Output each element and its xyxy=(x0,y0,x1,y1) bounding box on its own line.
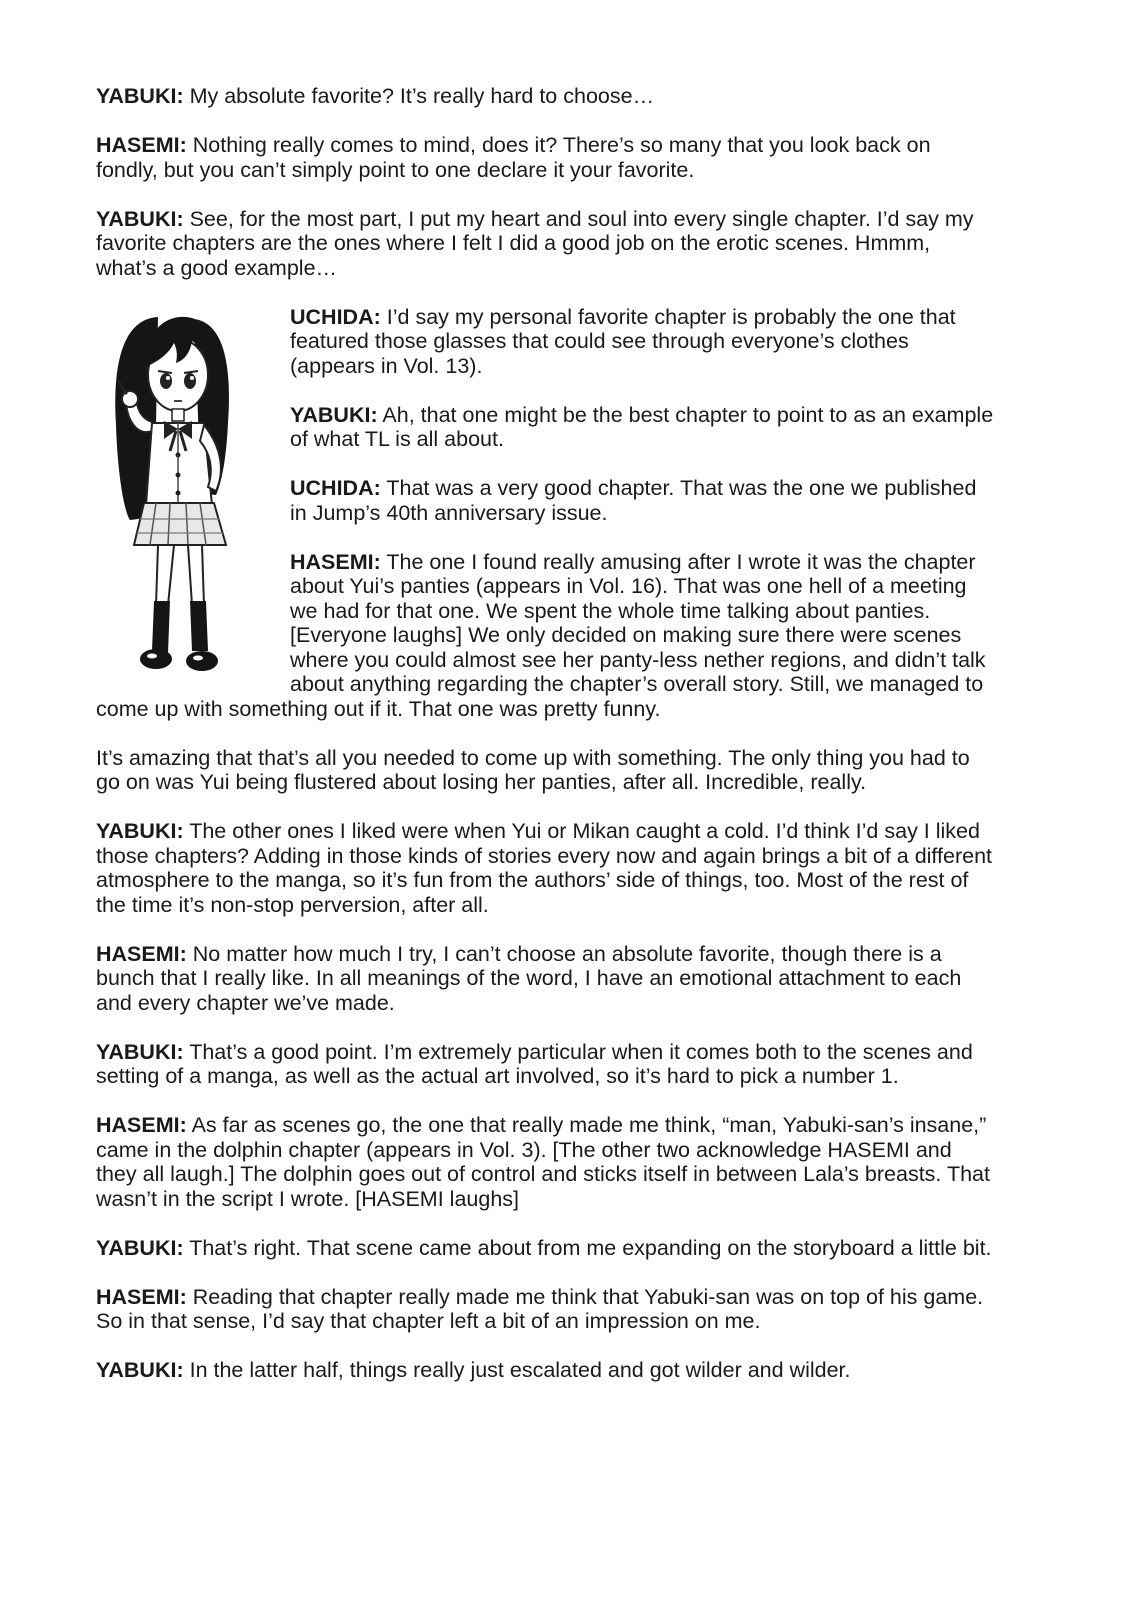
speaker-name: YABUKI: xyxy=(96,1039,184,1064)
character-illustration xyxy=(96,305,276,687)
dialogue-text: Nothing really comes to mind, does it? There’s so many that you look back on fondly, but you can’t simply point to one declare it your favorite. xyxy=(96,133,931,182)
speaker-name: HASEMI: xyxy=(290,549,381,574)
dialogue-text: In the latter half, things really just escalated and got wilder and wilder. xyxy=(189,1358,851,1382)
speaker-name: YABUKI: xyxy=(96,84,184,108)
dialogue-text: No matter how much I try, I can’t choose an absolute favorite, though there is a bunch that I really like. In all meanings of the word, I have an emotional attachment to each and every chapter we’ve made. xyxy=(96,941,962,1015)
dialogue-text: The other ones I liked were when Yui or Mikan caught a cold. I’d think I’d say I liked those chapters? Adding in those kinds of stories every now and again brings a bit of a different atmosphere to the manga, so it’s fun from the authors’ side of things, too. Most of the rest of the time it’s non-stop perversion, after all. xyxy=(96,819,992,917)
speaker-name: HASEMI: xyxy=(96,941,187,966)
dialogue-text: The one I found really amusing after I wrote it was the chapter about Yui’s panties (appears in Vol. 16). That was one hell of a meeting we had for that one. We spent the whole time talking about panties. [Everyone laughs] We only decided on making sure there were scenes where you could almost see her panty-less nether regions, and didn’t talk about anything regarding the chapter’s overall story. Still, we managed to come up with something out if it. That one was pretty funny. xyxy=(96,549,986,721)
dialogue-paragraph xyxy=(96,1113,996,1211)
dialogue-text: That was a very good chapter. That was the one we published in Jump’s 40th anniversary issue. xyxy=(290,476,977,525)
dialogue-paragraph xyxy=(96,1285,996,1334)
dialogue-text: It’s amazing that that’s all you needed to come up with something. The only thing you had to go on was Yui being flustered about losing her panties, after all. Incredible, really. xyxy=(96,745,970,794)
dialogue-text: That’s right. That scene came about from me expanding on the storyboard a little bit. xyxy=(189,1235,992,1260)
speaker-name: HASEMI: xyxy=(96,1284,187,1309)
dialogue-paragraph xyxy=(96,1236,996,1261)
dialogue-paragraph xyxy=(96,746,996,795)
dialogue-text: That’s a good point. I’m extremely particular when it comes both to the scenes and setting of a manga, as well as the actual art involved, so it’s hard to pick a number 1. xyxy=(96,1039,973,1088)
speaker-name: UCHIDA: xyxy=(290,304,381,329)
speaker-name: YABUKI: xyxy=(96,1358,184,1382)
dialogue-text: Ah, that one might be the best chapter to point to as an example of what TL is all about. xyxy=(290,402,994,451)
dialogue-text: I’d say my personal favorite chapter is probably the one that featured those glasses that could see through everyone’s clothes (appears in Vol. 13). xyxy=(290,304,956,378)
speaker-name: YABUKI: xyxy=(96,1235,184,1260)
speaker-name: HASEMI: xyxy=(96,1113,187,1137)
dialogue-paragraph xyxy=(96,1358,996,1383)
speaker-name: YABUKI: xyxy=(96,819,184,843)
schoolgirl-pointing-illustration xyxy=(96,305,276,687)
dialogue-text: My absolute favorite? It’s really hard to choose… xyxy=(189,84,655,108)
interview-page xyxy=(96,84,996,1407)
dialogue-text: As far as scenes go, the one that really made me think, “man, Yabuki-san’s insane,” came in the dolphin chapter (appears in Vol. 3). [The other two acknowledge HASEMI and they all laugh.] The dolphin goes out of control and sticks itself in between Lala’s breasts. That wasn’t in the script I wrote. [HASEMI laughs] xyxy=(96,1113,990,1211)
speaker-name: UCHIDA: xyxy=(290,476,381,500)
dialogue-paragraph xyxy=(96,1040,996,1089)
speaker-name: YABUKI: xyxy=(96,206,184,231)
dialogue-paragraph xyxy=(96,84,996,109)
speaker-name: HASEMI: xyxy=(96,133,187,157)
dialogue-paragraph xyxy=(96,133,996,182)
dialogue-paragraph xyxy=(96,819,996,917)
dialogue-paragraph xyxy=(96,207,996,281)
dialogue-paragraph xyxy=(96,942,996,1016)
speaker-name: YABUKI: xyxy=(290,402,378,427)
dialogue-text: See, for the most part, I put my heart and soul into every single chapter. I’d say my favorite chapters are the ones where I felt I did a good job on the erotic scenes. Hmmm, what’s a good example… xyxy=(96,206,974,280)
dialogue-text: Reading that chapter really made me think that Yabuki-san was on top of his game. So in that sense, I’d say that chapter left a bit of an impression on me. xyxy=(96,1284,984,1333)
